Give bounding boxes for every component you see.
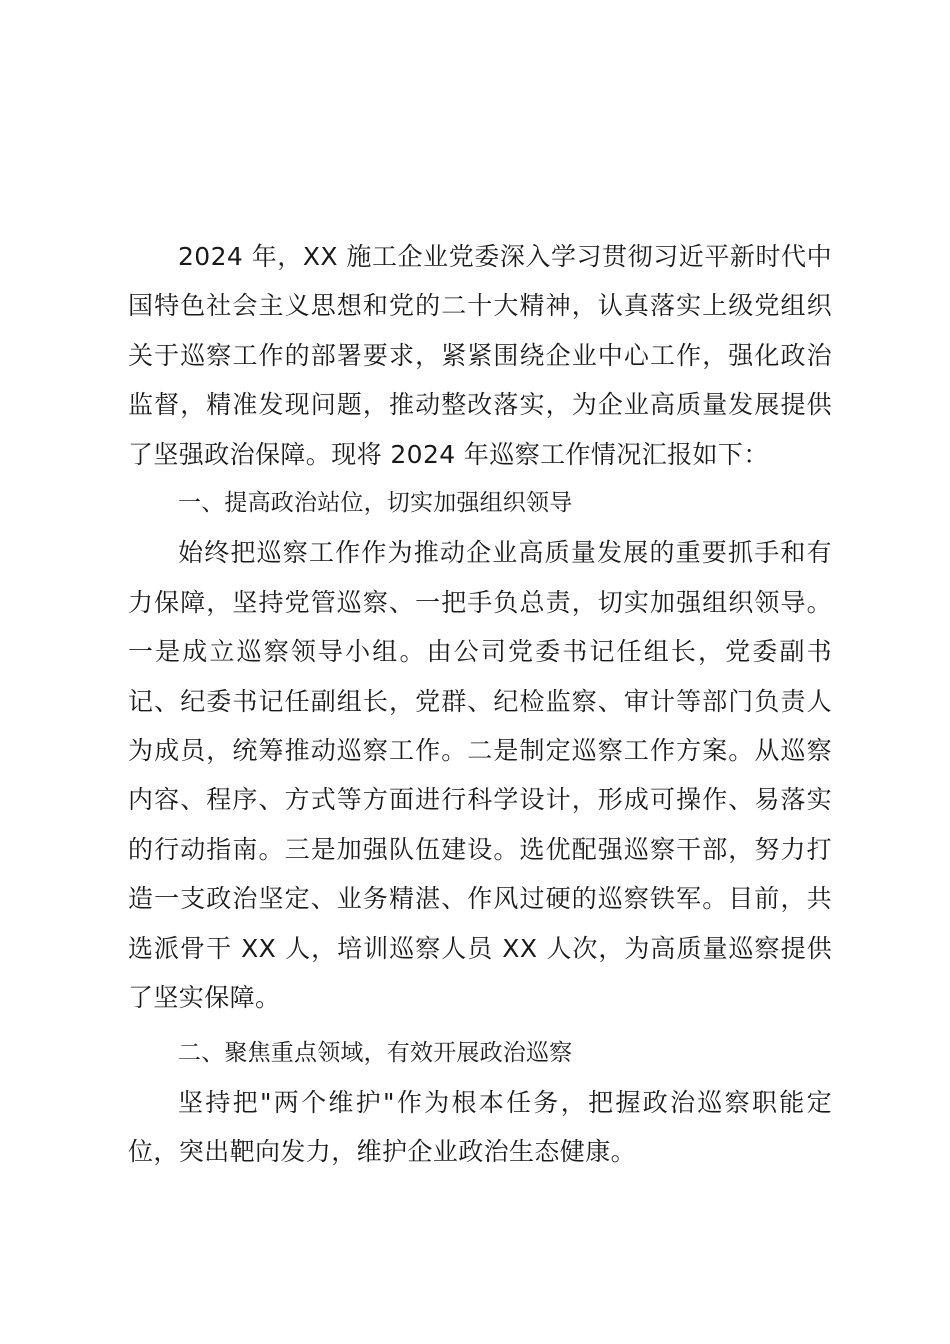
intro-paragraph: 2024 年，XX 施工企业党委深入学习贯彻习近平新时代中国特色社会主义思想和党的二十大精神，认真落实上级党组织关于巡察工作的部署要求，紧紧围绕企业中心工作，强化政治监督，精准发现问题，推动整改落实，为企业高质量发展提供了坚强政治保障。现将 2024 年巡察工作情况汇报如下： — [128, 242, 832, 469]
section-heading-2: 二、聚焦重点领域，有效开展政治巡察 — [178, 1039, 573, 1066]
section-heading-1: 一、提高政治站位，切实加强组织领导 — [178, 490, 573, 517]
document-body — [128, 232, 832, 1177]
section-2-paragraph: 坚持把"两个维护"作为根本任务，把握政治巡察职能定位，突出靶向发力，维护企业政治生态健康。 — [128, 1087, 832, 1167]
section-1-paragraph: 始终把巡察工作作为推动企业高质量发展的重要抓手和有力保障，坚持党管巡察、一把手负总责，切实加强组织领导。一是成立巡察领导小组。由公司党委书记任组长，党委副书记、纪委书记任副组长，党群、纪检监察、审计等部门负责人为成员，统筹推动巡察工作。二是制定巡察工作方案。从巡察内容、程序、方式等方面进行科学设计，形成可操作、易落实的行动指南。三是加强队伍建设。选优配强巡察干部，努力打造一支政治坚定、业务精湛、作风过硬的巡察铁军。目前，共选派骨干 XX 人，培训巡察人员 XX 人次，为高质量巡察提供了坚实保障。 — [128, 538, 832, 1013]
